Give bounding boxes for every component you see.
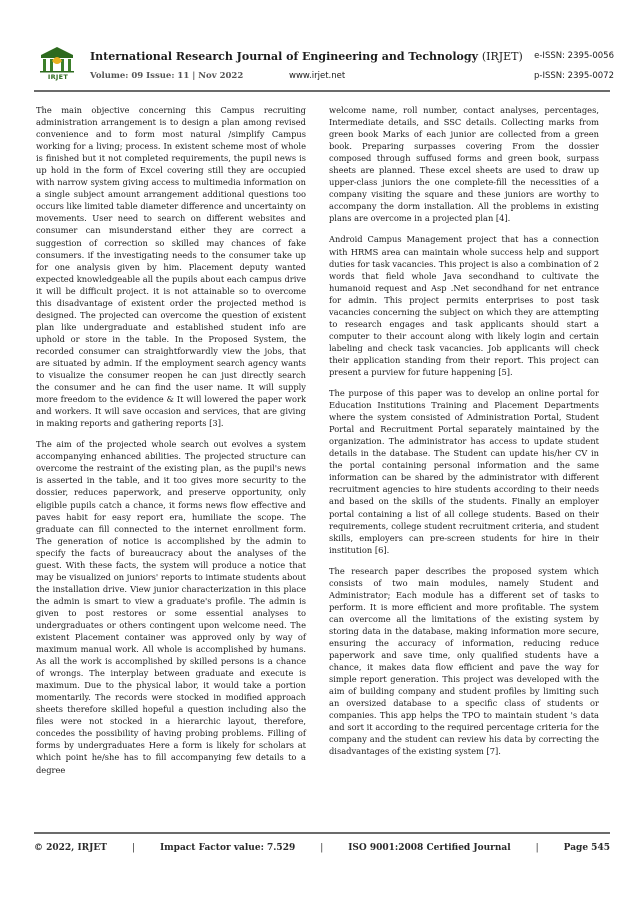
paragraph: Android Campus Management project that has a connection with HRMS area can maintain whole success help and support duties for task vacancies. This project is also a combination of 2 words that field whole Java secondhand to cultivate the humanoid request and Asp .Net secondhand for net entrance for admin. This project permits enterprises to post task vacancies concerning the subject on which they are attempting to research engages and task applicants should start a computer to their account along with likely login and certain labeling and check task vacancies. Job applicants will check their application standing from their report. This project can present a purview for future happening [5].	[329, 234, 599, 377]
footer-separator: |	[535, 843, 539, 853]
copyright: © 2022, IRJET	[34, 843, 107, 853]
iso-certification: ISO 9001:2008 Certified Journal	[348, 843, 511, 853]
p-issn: p-ISSN: 2395-0072	[533, 71, 614, 81]
paragraph: The main objective concerning this Campus recruiting administration arrangement is to design a plan among revised convenience and to form most natural /simplify Campus working for a living; process. In existent scheme most of whole is finished but it not completed requirements, the pupil news is up hold in the form of Excel covering still they are occupied with narrow system giving access to multimedia information on a single subject amount arrangement additional questions too occurs like limited table diameter difference and uncertainty on movements. User need to search on different websites and consumer can misunderstand either they are correct a suggestion of correction so skilled may chances of fake consumers. if the investigating needs to the consumer take up for one analysis given by him. Placement deputy wanted expected knowledgeable all the pupils about each campus drive it will be difficult project. it is not attainable so to overcome this disadvantage of existent order the projected method is designed. The projected can overcome the question of existent plan like undergraduate and established student info are uphold or store in the table. In the Proposed System, the recorded consumer can straightforwardly view the jobs, that are situated by admin. If the employment search agency wants to visualize the consumer reopen he can just directly search the consumer and he can find the user name. It will supply more freedom to the evidence & It will lowered the paper work and workers. It will save occasion and services, that are giving in making reports and gathering reports [3].	[36, 105, 306, 429]
journal-title	[90, 50, 523, 63]
irjet-logo	[34, 44, 80, 88]
left-column	[36, 104, 306, 785]
journal-abbr: (IRJET)	[481, 50, 523, 63]
irjet-logo-icon	[34, 44, 80, 88]
impact-factor: Impact Factor value: 7.529	[159, 843, 296, 853]
page-header	[34, 44, 614, 88]
footer-divider	[34, 832, 610, 834]
header-divider	[34, 90, 610, 92]
logo-text: IRJET	[47, 73, 69, 81]
paragraph: The research paper describes the proposed system which consists of two main modules, namely Student and Administrator; Each module has a different set of tasks to perform. It is more efficient and more profitable. The system can overcome all the limitations of the existing system by storing data in the database, making information more secure, ensuring the accuracy of information, reducing reduce paperwork and save time, only qualified students have a chance, it makes data flow efficient and pave the way for simple report generation. This project was developed with the aim of building company and student profiles by limiting such an oversized database to a specific class of students or companies. This app helps the TPO to maintain student 's data and sort it according to the required percentage criteria for the company and the student can review his data by correcting the disadvantages of the existing system [7].	[329, 565, 599, 757]
paragraph: The purpose of this paper was to develop an online portal for Education Institutions Training and Placement Departments where the system consisted of Administration Portal, Student Portal and Recruitment Portal separately maintained by the organization. The administrator has access to update student details in the database. The Student can update his/her CV in the portal containing personal information and the same information can be shared by the administrator with different recruitment agencies to hire students according to their needs and based on the skills of the students. Finally an employer portal containing a list of all college students. Based on their requirements, college student recruitment criteria, and student skills, employers can pre-screen students for hire in their institution [6].	[329, 388, 599, 555]
e-issn: e-ISSN: 2395-0056	[534, 51, 614, 61]
footer-separator: |	[131, 843, 135, 853]
volume-issue: Volume: 09 Issue: 11 | Nov 2022	[90, 71, 244, 81]
journal-name: International Research Journal of Engineering and Technology	[90, 50, 478, 63]
page-footer	[34, 843, 610, 853]
footer-separator: |	[320, 843, 324, 853]
paragraph: welcome name, roll number, contact analyses, percentages, Intermediate details, and SSC details. Collecting marks from green book Marks of each junior are collected from a green book. Preparing surpasses covering From the dossier composed through suffused forms and green book, surpass sheets are planned. These excel sheets are used to draw up upper-class juniors the one complete-fill the necessities of a company visiting the square and these juniors are worthy to accompany the dorm installation. All the problems in existing plans are overcome in a projected plan [4].	[329, 105, 599, 224]
right-column	[329, 104, 599, 766]
paragraph: The aim of the projected whole search out evolves a system accompanying enhanced abilities. The projected structure can overcome the restraint of the existing plan, as the pupil's news is asserted in the table, and it too gives more security to the dossier, reduces paperwork, and preserve opportunity, only eligible pupils catch a chance, it forms news flow effective and paves habit for easy report era, humiliate the scope. The graduate can fill connected to the internet enrollment form. The generation of notice is accomplished by the admin to specify the facts of bureaucracy about the analyses of the guest. With these facts, the system will produce a notice that may be visualized on juniors' reports to intimate students about the installation drive. View junior characterization in this place the admin is smart to view a graduate's profile. The admin is given to post restores or some essential analyses to undergraduates or others contingent upon welcome need. The existent Placement container was approved only by way of maximum manual work. All whole is accomplished by humans. As all the work is accomplished by skilled persons is a chance of wrongs. The interplay between graduate and execute is maximum. Due to the physical labor, it would take a portion momentarily. The records were stocked in modified approach sheets therefore skilled hopeful a question including also the files were not stocked in a hierarchic layout, therefore, concedes the possibility of having probing problems. Filling of forms by undergraduates Here a form is likely for scholars at which point he/she has to fill accompanying few details to a degree	[36, 439, 306, 775]
website-link[interactable]: www.irjet.net	[289, 71, 346, 81]
page-number: Page 545	[563, 843, 610, 853]
